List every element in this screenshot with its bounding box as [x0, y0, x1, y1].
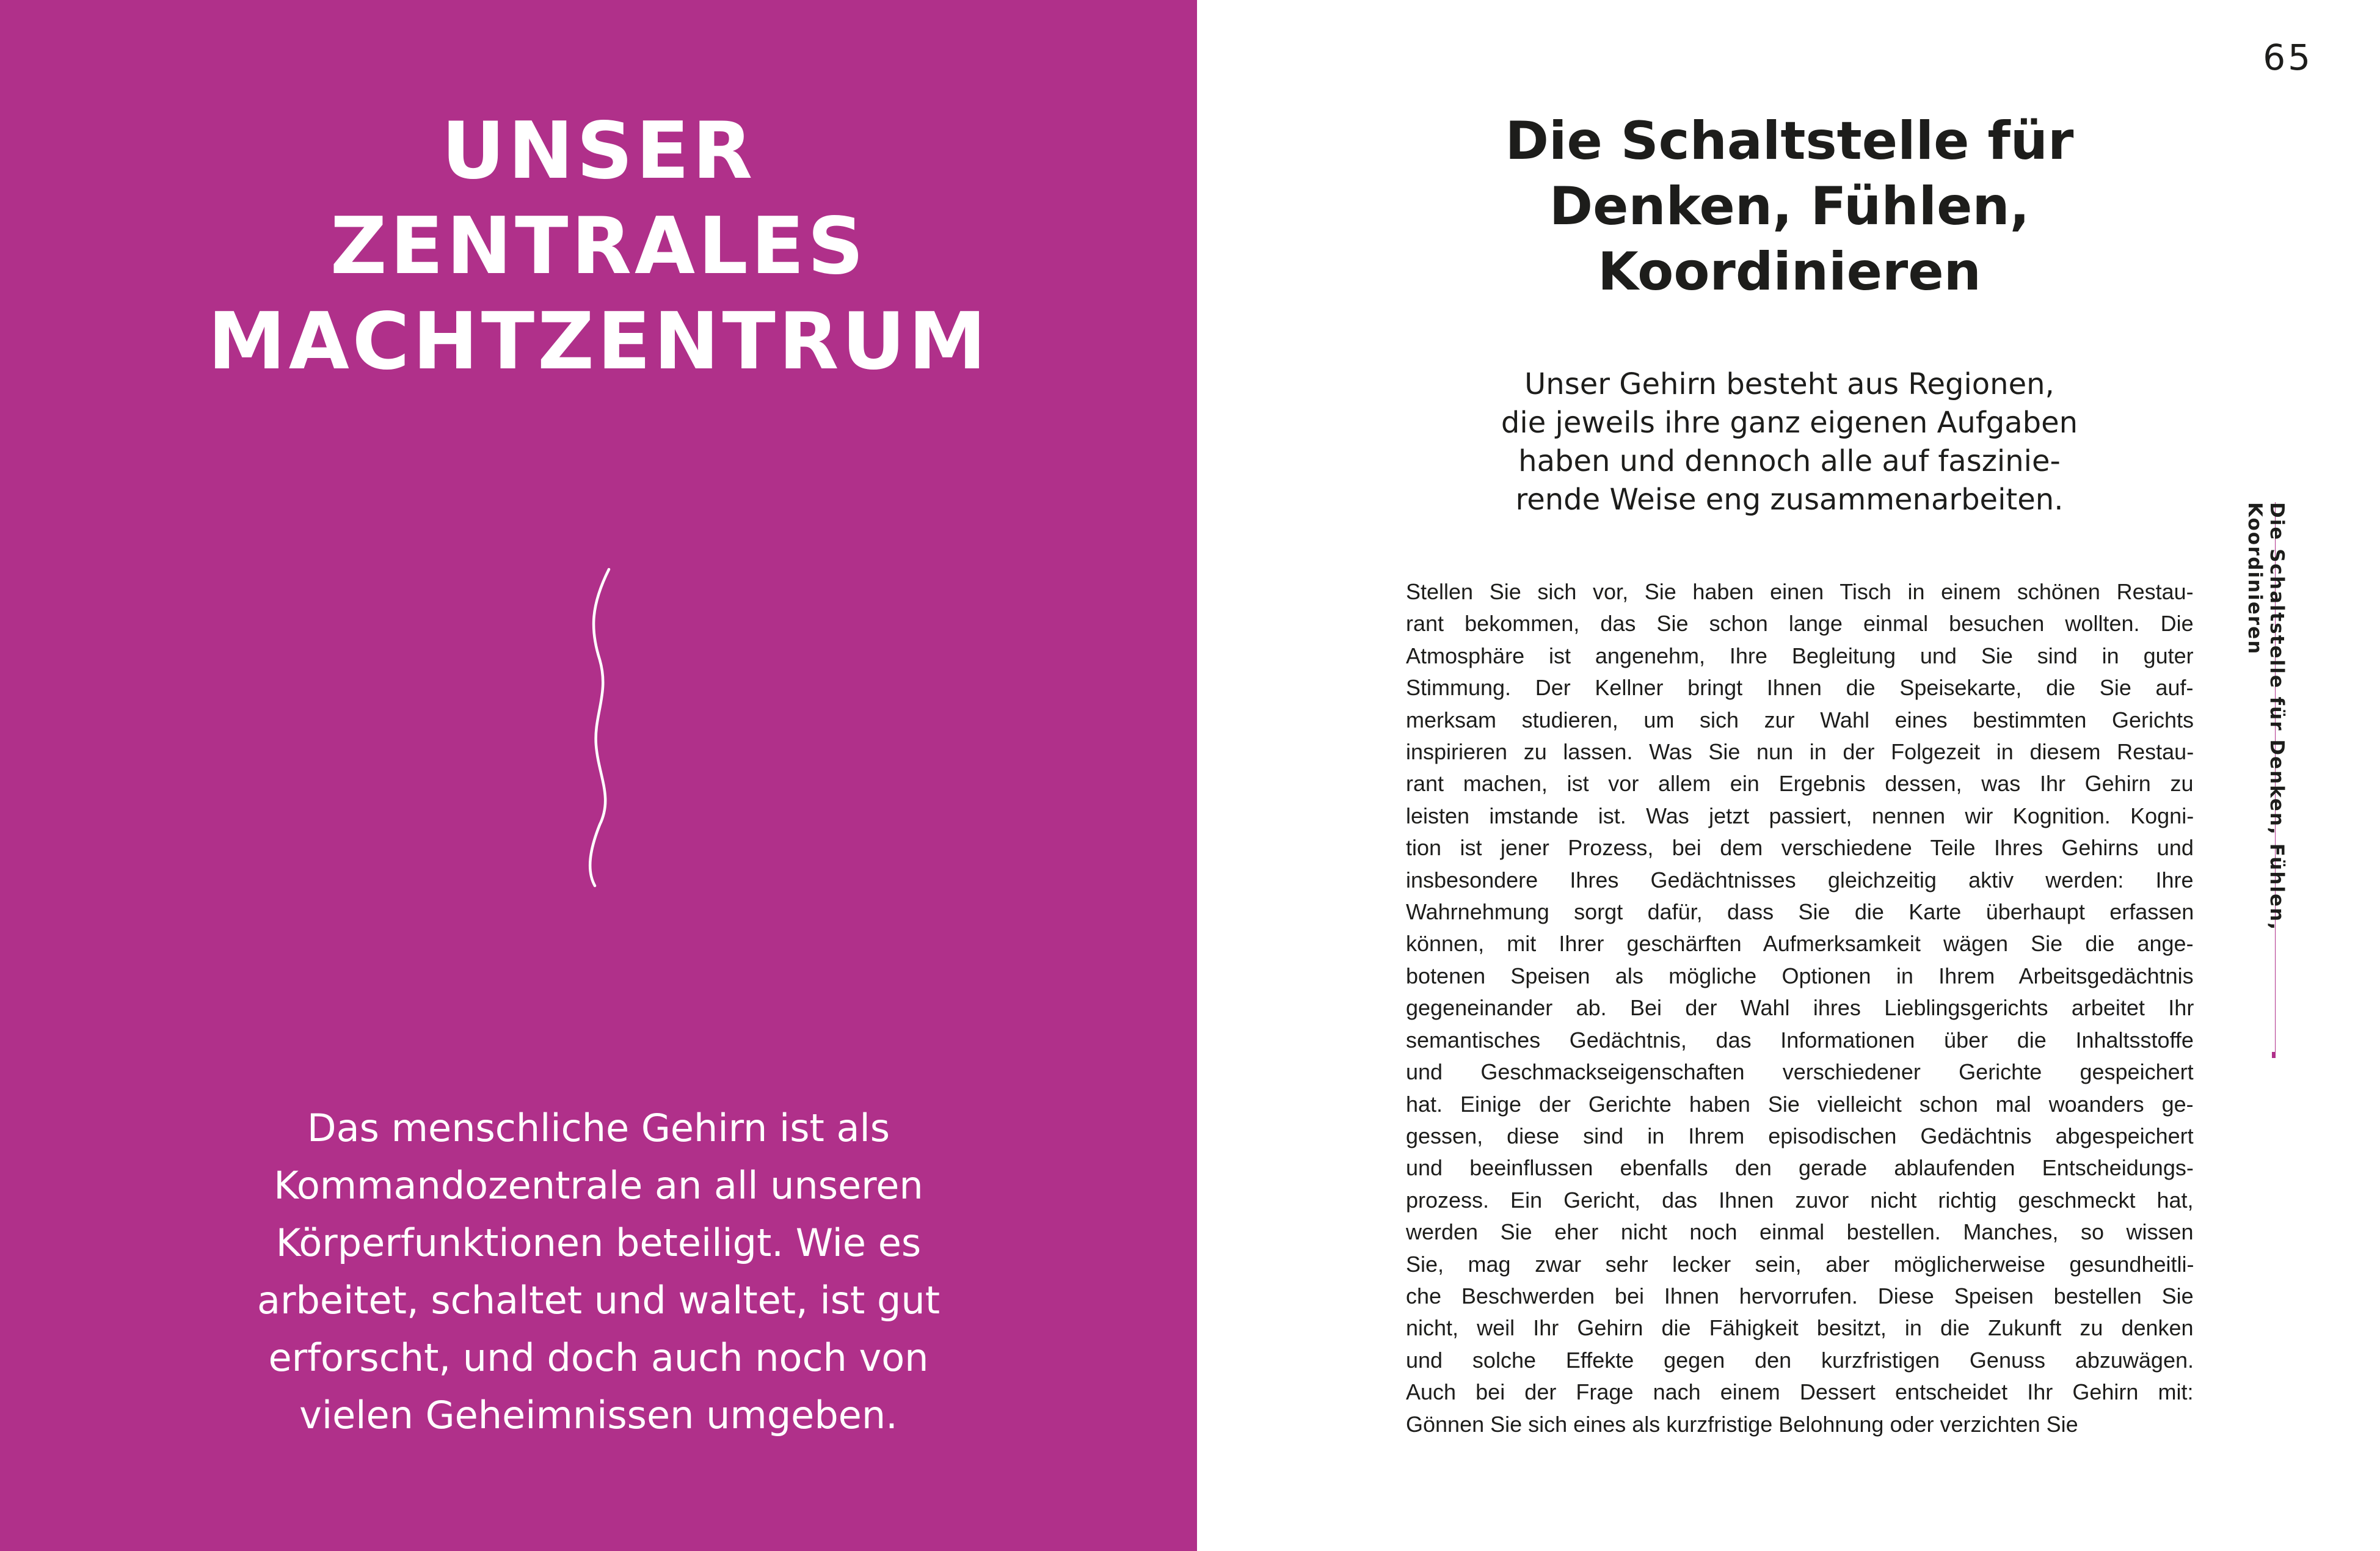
- body-line: Sie, mag zwar sehr lecker sein, aber möglicherweise gesundheitli-: [1406, 1251, 2194, 1277]
- wavy-line-icon: [568, 562, 629, 892]
- section-heading-line: Denken, Fühlen,: [1549, 176, 2030, 237]
- body-text: [1406, 576, 2194, 1440]
- body-line: und solche Effekte gegen den kurzfristigen Genuss abzuwägen.: [1406, 1347, 2194, 1373]
- body-line: Wahrnehmung sorgt dafür, dass Sie die Karte überhaupt erfassen: [1406, 899, 2194, 925]
- body-line: gessen, diese sind in Ihrem episodischen Gedächtnis abgespeichert: [1406, 1123, 2194, 1148]
- body-line: Gönnen Sie sich eines als kurzfristige Belohnung oder verzichten Sie: [1406, 1411, 2078, 1437]
- body-line: können, mit Ihrer geschärften Aufmerksamkeit wägen Sie die ange-: [1406, 931, 2194, 957]
- chapter-title-line: ZENTRALES: [330, 201, 867, 292]
- teaser-line: rende Weise eng zusammenarbeiten.: [1515, 483, 2064, 517]
- body-line: merksam studieren, um sich zur Wahl eines bestimmten Gerichts: [1406, 707, 2194, 732]
- intro-line: arbeitet, schaltet und waltet, ist gut: [257, 1278, 941, 1323]
- body-line: tion ist jener Prozess, bei dem verschiedene Teile Ihres Gehirns und: [1406, 835, 2194, 861]
- body-line: und beeinflussen ebenfalls den gerade ablaufenden Entscheidungs-: [1406, 1155, 2194, 1181]
- body-line: insbesondere Ihres Gedächtnisses gleichzeitig aktiv werden: Ihre: [1406, 867, 2194, 892]
- chapter-intro: [183, 1100, 1014, 1444]
- body-line: Auch bei der Frage nach einem Dessert entscheidet Ihr Gehirn mit:: [1406, 1379, 2194, 1405]
- body-line: semantisches Gedächtnis, das Informationen über die Inhaltsstoffe: [1406, 1027, 2194, 1053]
- running-head: Die Schaltstelle für Denken, Fühlen, Koordinieren: [2257, 502, 2275, 1052]
- body-line: rant machen, ist vor allem ein Ergebnis dessen, was Ihr Gehirn zu: [1406, 771, 2194, 797]
- body-line: Stimmung. Der Kellner bringt Ihnen die Speisekarte, die Sie auf-: [1406, 675, 2194, 701]
- body-line: botenen Speisen als mögliche Optionen in Ihrem Arbeitsgedächtnis: [1406, 963, 2194, 988]
- body-line: und Geschmackseigenschaften verschiedener Gerichte gespeichert: [1406, 1059, 2194, 1085]
- teaser-line: die jeweils ihre ganz eigenen Aufgaben: [1501, 406, 2078, 440]
- section-teaser: [1331, 365, 2247, 519]
- intro-line: erforscht, und doch auch noch von: [268, 1335, 929, 1380]
- teaser-line: haben und dennoch alle auf faszinie-: [1518, 444, 2061, 478]
- body-line: leisten imstande ist. Was jetzt passiert, nennen wir Kognition. Kogni-: [1406, 803, 2194, 828]
- chapter-title: [0, 104, 1197, 390]
- intro-line: Körperfunktionen beteiligt. Wie es: [275, 1221, 922, 1265]
- body-line: werden Sie eher nicht noch einmal bestellen. Manches, so wissen: [1406, 1219, 2194, 1245]
- body-line: inspirieren zu lassen. Was Sie nun in der Folgezeit in diesem Restau-: [1406, 739, 2194, 765]
- body-line: Atmosphäre ist angenehm, Ihre Begleitung und Sie sind in guter: [1406, 643, 2194, 668]
- body-line: rant bekommen, das Sie schon lange einmal besuchen wollten. Die: [1406, 611, 2194, 637]
- intro-line: Das menschliche Gehirn ist als: [307, 1106, 890, 1150]
- chapter-title-line: UNSER: [441, 106, 756, 197]
- intro-line: Kommandozentrale an all unseren: [274, 1163, 923, 1208]
- body-line: nicht, weil Ihr Gehirn die Fähigkeit besitzt, in die Zukunft zu denken: [1406, 1315, 2194, 1341]
- body-line: Stellen Sie sich vor, Sie haben einen Tisch in einem schönen Restau-: [1406, 579, 2194, 604]
- chapter-title-line: MACHTZENTRUM: [208, 296, 989, 387]
- intro-line: vielen Geheimnissen umgeben.: [299, 1393, 898, 1437]
- body-line: gegeneinander ab. Bei der Wahl ihres Lieblingsgerichts arbeitet Ihr: [1406, 995, 2194, 1021]
- page-number: 65: [2263, 37, 2313, 78]
- section-heading: [1331, 109, 2247, 305]
- body-line: prozess. Ein Gericht, das Ihnen zuvor nicht richtig geschmeckt hat,: [1406, 1187, 2194, 1213]
- body-line: che Beschwerden bei Ihnen hervorrufen. Diese Speisen bestellen Sie: [1406, 1283, 2194, 1308]
- section-heading-line: Koordinieren: [1598, 241, 1981, 302]
- teaser-line: Unser Gehirn besteht aus Regionen,: [1524, 367, 2054, 401]
- body-line: hat. Einige der Gerichte haben Sie vielleicht schon mal woanders ge-: [1406, 1091, 2194, 1117]
- section-heading-line: Die Schaltstelle für: [1505, 111, 2074, 172]
